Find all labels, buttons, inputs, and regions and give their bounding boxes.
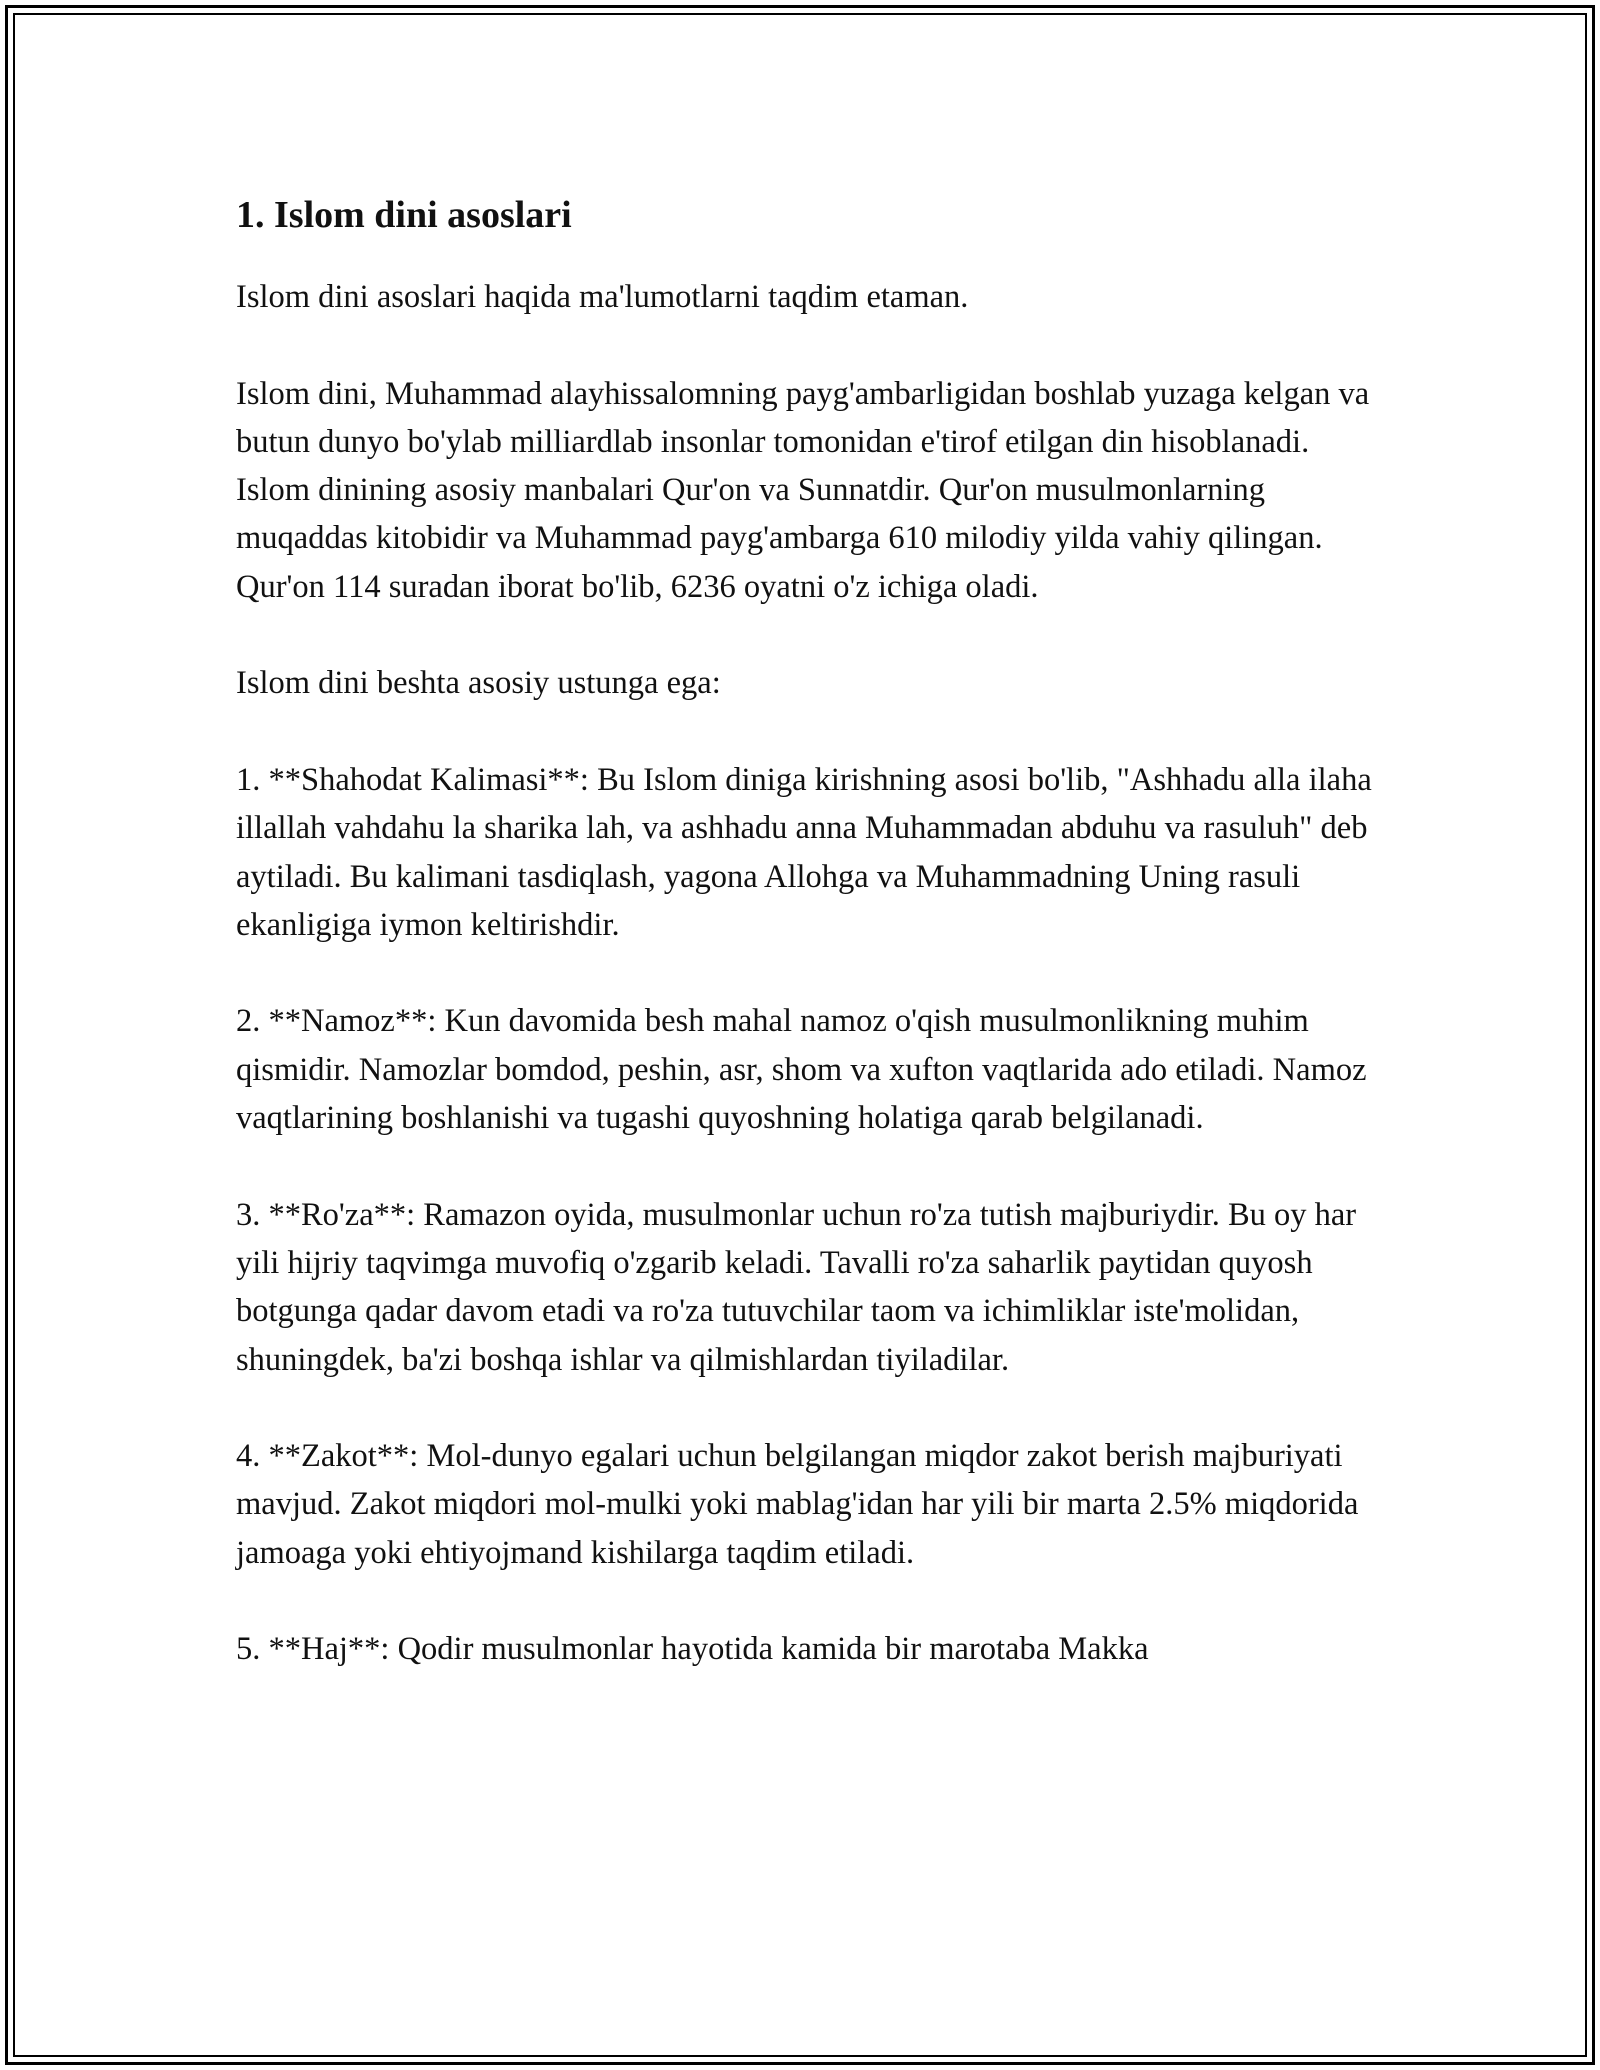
paragraph-pillar-haj: 5. **Haj**: Qodir musulmonlar hayotida kamida bir marotaba Makka	[236, 1631, 1149, 1668]
paragraph-overview: Islom dini, Muhammad alayhissalomning payg'ambarligidan boshlab yuzaga kelgan va butun dunyo bo'ylab milliardlab insonlar tomonidan e'tirof etilgan din hisoblanadi. Islom dinining asosiy manbalari Qur'on va Sunnatdir. Qur'on musulmonlarning muqaddas kitobidir va Muhammad payg'ambarga 610 milodiy yilda vahiy qilingan. Qur'on 114 suradan iborat bo'lib, 6236 oyatni o'z ichiga oladi.	[236, 375, 1370, 605]
paragraph-pillar-zakot: 4. **Zakot**: Mol-dunyo egalari uchun belgilangan miqdor zakot berish majburiyati mavjud. Zakot miqdori mol-mulki yoki mablag'idan har yili bir marta 2.5% miqdorida jamoaga yoki ehtiyojmand kishilarga taqdim etiladi.	[236, 1438, 1359, 1571]
paragraph-pillar-roza: 3. **Ro'za**: Ramazon oyida, musulmonlar uchun ro'za tutish majburiydir. Bu oy har yili hijriy taqvimga muvofiq o'zgarib keladi. Tavalli ro'za saharlik paytidan quyosh botgunga qadar davom etadi va ro'za tutuvchilar taom va ichimliklar iste'molidan, shuningdek, ba'zi boshqa ishlar va qilmishlardan tiyiladilar.	[236, 1196, 1357, 1378]
document-body	[236, 186, 1376, 1674]
paragraph-pillar-shahodat: 1. **Shahodat Kalimasi**: Bu Islom diniga kirishning asosi bo'lib, "Ashhadu alla ilaha illallah vahdahu la sharika lah, va ashhadu anna Muhammadan abduhu va rasuluh" deb aytiladi. Bu kalimani tasdiqlash, yagona Allohga va Muhammadning Uning rasuli ekanligiga iymon keltirishdir.	[236, 761, 1372, 943]
document-title: 1. Islom dini asoslari	[236, 194, 572, 236]
paragraph-intro: Islom dini asoslari haqida ma'lumotlarni taqdim etaman.	[236, 279, 969, 315]
paragraph-pillars-intro: Islom dini beshta asosiy ustunga ega:	[236, 665, 721, 702]
paragraph-pillar-namoz: 2. **Namoz**: Kun davomida besh mahal namoz o'qish musulmonlikning muhim qismidir. Namozlar bomdod, peshin, asr, shom va xufton vaqtlarida ado etiladi. Namoz vaqtlarining boshlanishi va tugashi quyoshning holatiga qarab belgilanadi.	[236, 1003, 1367, 1137]
